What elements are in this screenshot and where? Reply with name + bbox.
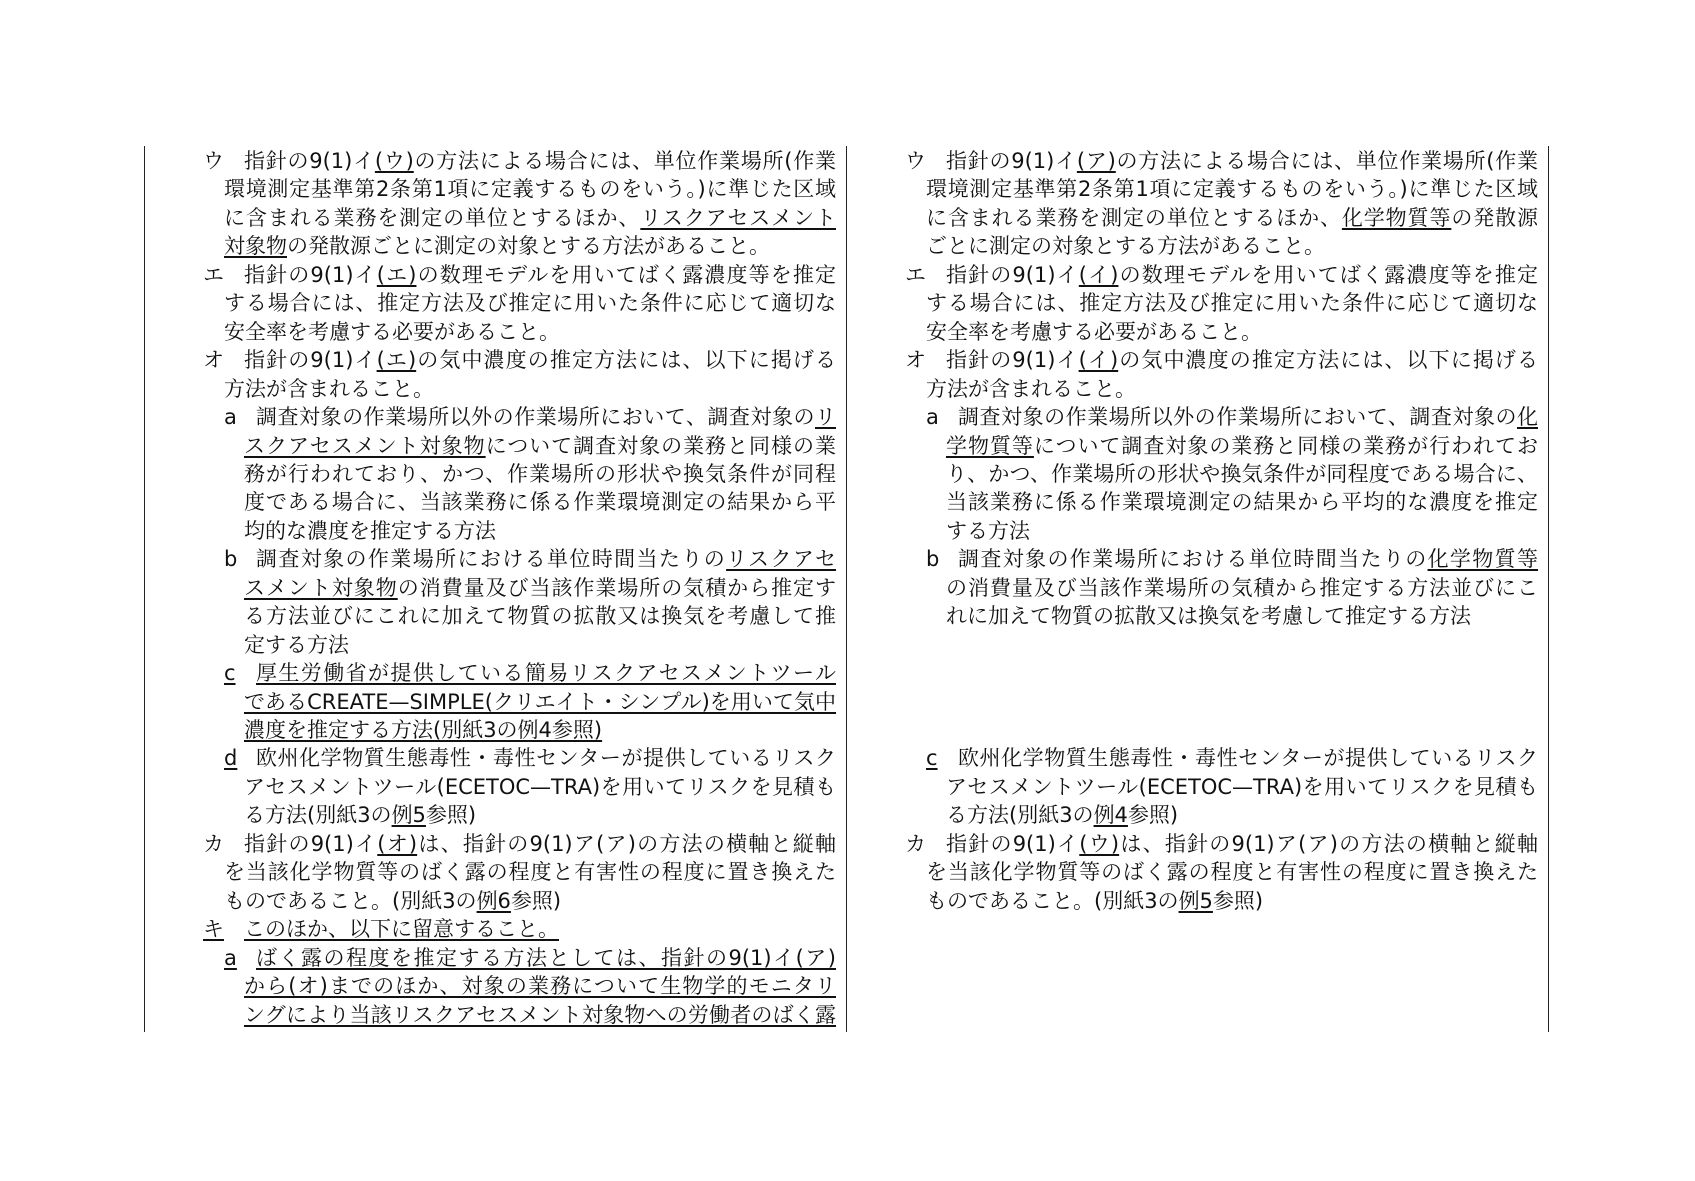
text-segment: る方法並びにこれに加えて物質の拡散又は換気を考慮して推 (244, 604, 836, 629)
line-text (224, 175, 836, 203)
text-segment: る方法(別紙3の (244, 803, 392, 828)
text-line (144, 261, 836, 289)
underlined-revision: から(オ)までのほか、対象の業務について生物学的モニタリ (244, 974, 836, 999)
line-text (224, 318, 560, 346)
line-text (926, 289, 1538, 317)
text-line (144, 318, 836, 346)
text-line (846, 488, 1538, 516)
line-text (946, 147, 1538, 175)
text-line (144, 175, 836, 203)
text-segment: の発散源 (1451, 205, 1539, 230)
text-segment: 度である場合に、当該業務に係る作業環境測定の結果から平 (244, 490, 836, 515)
text-segment: ものであること。(別紙3の (926, 888, 1179, 913)
line-text (946, 517, 1030, 545)
text-line (846, 773, 1538, 801)
line-text (224, 858, 836, 886)
underlined-revision: (エ) (376, 348, 417, 373)
item-label: c (926, 746, 938, 771)
text-line (846, 403, 1538, 431)
line-text (946, 346, 1538, 374)
underlined-revision: 厚生労働省が提供している簡易リスクアセスメントツール (256, 661, 836, 686)
blank-line (846, 631, 1538, 659)
line-text (244, 147, 836, 175)
text-segment: 参照) (510, 888, 562, 913)
line-text (244, 574, 836, 602)
text-line (144, 346, 836, 374)
text-line (144, 460, 836, 488)
text-line (144, 858, 836, 886)
item-label: a (224, 405, 237, 430)
underlined-revision: 化学物質等 (1341, 205, 1452, 230)
text-line (144, 716, 836, 744)
text-line (846, 517, 1538, 545)
text-segment: を当該化学物質等のばく露の程度と有害性の程度に置き換えた (926, 860, 1538, 885)
text-line (846, 147, 1538, 175)
text-segment: 方法が含まれること。 (224, 376, 434, 401)
text-segment: 指針の9(1)イ (244, 149, 375, 173)
text-segment: 調査対象の作業場所における単位時間当たりの (958, 547, 1428, 572)
line-text (224, 204, 836, 232)
line-text (926, 175, 1538, 203)
left-column-revised-text (144, 0, 844, 1181)
text-segment: り、かつ、作業場所の形状や換気条件が同程度である場合に、 (946, 461, 1538, 486)
text-line (846, 318, 1538, 346)
underlined-revision: ングにより当該リスクアセスメント対象物への労働者のばく露 (244, 1002, 836, 1027)
text-line (144, 147, 836, 175)
text-line (846, 858, 1538, 886)
text-line (846, 375, 1538, 403)
item-label: オ (203, 348, 224, 373)
text-line (846, 232, 1538, 260)
underlined-revision: 例6 (476, 888, 511, 913)
text-segment: 参照) (425, 803, 477, 828)
text-segment: に含まれる業務を測定の単位とするほか、 (224, 205, 641, 230)
text-line (144, 915, 836, 943)
line-text (244, 915, 559, 943)
text-line (144, 688, 836, 716)
line-text (244, 488, 836, 516)
blank-line (846, 659, 1538, 687)
text-segment: する場合には、推定方法及び推定に用いた条件に応じて適切な (926, 291, 1538, 316)
blank-line (846, 688, 1538, 716)
line-text (244, 261, 836, 289)
item-label: b (224, 547, 238, 572)
line-text (946, 432, 1538, 460)
text-line (144, 232, 836, 260)
text-segment: の数理モデルを用いてばく露濃度等を推定 (1118, 262, 1539, 287)
text-segment: 指針の9(1)イ (946, 348, 1079, 373)
text-line (846, 261, 1538, 289)
text-line (846, 830, 1538, 858)
line-text (946, 460, 1538, 488)
text-line (144, 1001, 836, 1029)
line-text (244, 830, 836, 858)
line-text (958, 545, 1538, 573)
text-segment: 参照) (1212, 888, 1264, 913)
line-text (224, 232, 770, 260)
text-line (846, 460, 1538, 488)
line-text (256, 403, 836, 431)
text-line (144, 574, 836, 602)
text-segment: 務が行われており、かつ、作業場所の形状や換気条件が同程 (244, 461, 836, 486)
underlined-revision: リスクアセスメント (640, 205, 836, 230)
underlined-revision: (イ) (1078, 348, 1119, 373)
text-segment: の数理モデルを用いてばく露濃度等を推定 (416, 262, 837, 287)
line-text (256, 545, 836, 573)
item-label: d (224, 746, 238, 771)
item-label: オ (905, 348, 926, 373)
text-line (144, 204, 836, 232)
text-segment: は、指針の9(1)ア(ア)の方法の横軸と縦軸 (417, 831, 837, 856)
underlined-revision: 学物質等 (946, 433, 1034, 458)
text-segment: の消費量及び当該作業場所の気積から推定する方法並びにこ (946, 575, 1538, 600)
text-segment: の方法による場合には、単位作業場所(作業 (1115, 149, 1538, 173)
underlined-revision: であるCREATE—SIMPLE(クリエイト・シンプル)を用いて気中 (244, 689, 836, 714)
line-text (256, 744, 836, 772)
underlined-revision: 例5 (1178, 888, 1213, 913)
right-border-line (1548, 146, 1549, 1032)
text-line (846, 801, 1538, 829)
line-text (958, 403, 1538, 431)
underlined-revision: リ (815, 405, 836, 430)
line-text (244, 517, 496, 545)
line-text (958, 744, 1538, 772)
line-text (946, 602, 1471, 630)
text-line (144, 432, 836, 460)
text-segment: の消費量及び当該作業場所の気積から推定す (397, 575, 837, 600)
line-text (244, 631, 349, 659)
text-line (144, 830, 836, 858)
item-label: エ (203, 262, 224, 287)
text-segment: 調査対象の作業場所以外の作業場所において、調査対象の (958, 405, 1517, 430)
line-text (244, 346, 836, 374)
text-segment: 環境測定基準第2条第1項に定義するものをいう。)に準じた区域 (926, 177, 1538, 202)
text-line (144, 375, 836, 403)
line-text (946, 801, 1178, 829)
text-segment: アセスメントツール(ECETOC—TRA)を用いてリスクを見積も (946, 774, 1538, 799)
item-label: c (224, 661, 236, 686)
text-segment: 指針の9(1)イ (244, 348, 377, 373)
text-line (846, 574, 1538, 602)
text-segment: を当該化学物質等のばく露の程度と有害性の程度に置き換えた (224, 860, 836, 885)
line-text (926, 318, 1262, 346)
line-text (926, 887, 1263, 915)
text-segment: 安全率を考慮する必要があること。 (224, 319, 560, 344)
text-segment: 指針の9(1)イ (244, 262, 377, 287)
line-text (946, 773, 1538, 801)
text-segment: する方法 (946, 518, 1030, 543)
line-text (926, 204, 1538, 232)
text-line (846, 744, 1538, 772)
underlined-revision: (オ) (377, 831, 418, 856)
underlined-revision: 化学物質等 (1427, 547, 1539, 572)
text-segment: 指針の9(1)イ (946, 149, 1077, 173)
text-segment: 参照) (1127, 803, 1179, 828)
text-segment: 方法が含まれること。 (926, 376, 1136, 401)
line-text (244, 602, 836, 630)
line-text (244, 432, 836, 460)
text-segment: の発散源ごとに測定の対象とする方法があること。 (287, 234, 770, 259)
line-text (244, 688, 836, 716)
line-text (244, 716, 602, 744)
text-line (144, 631, 836, 659)
text-segment: 指針の9(1)イ (946, 262, 1079, 287)
text-segment: について調査対象の業務と同様の業 (485, 433, 836, 458)
underlined-revision: 例5 (391, 803, 426, 828)
line-text (244, 801, 476, 829)
text-segment: ごとに測定の対象とする方法があること。 (926, 234, 1325, 259)
text-line (144, 972, 836, 1000)
line-text (946, 261, 1538, 289)
line-text (926, 858, 1538, 886)
text-segment: の方法による場合には、単位作業場所(作業 (413, 149, 836, 173)
underlined-revision: (イ) (1078, 262, 1119, 287)
text-segment: る方法(別紙3の (946, 803, 1094, 828)
text-segment: 安全率を考慮する必要があること。 (926, 319, 1262, 344)
line-text (926, 375, 1136, 403)
line-text (946, 830, 1538, 858)
line-text (946, 488, 1538, 516)
text-segment: 指針の9(1)イ (244, 831, 378, 856)
item-label: エ (905, 262, 926, 287)
text-segment: の気中濃度の推定方法には、以下に掲げる (1118, 348, 1538, 373)
line-text (244, 972, 836, 1000)
item-label: カ (905, 831, 926, 856)
text-segment: 指針の9(1)イ (946, 831, 1080, 856)
text-line (846, 432, 1538, 460)
text-line (144, 403, 836, 431)
right-column-current-text (846, 0, 1546, 1181)
line-text (926, 232, 1325, 260)
text-segment: する場合には、推定方法及び推定に用いた条件に応じて適切な (224, 291, 836, 316)
text-segment: 欧州化学物質生態毒性・毒性センターが提供しているリスク (256, 746, 836, 771)
text-line (144, 545, 836, 573)
line-text (946, 574, 1538, 602)
text-segment: れに加えて物質の拡散又は換気を考慮して推定する方法 (946, 604, 1471, 629)
text-line (144, 801, 836, 829)
text-line (144, 944, 836, 972)
underlined-revision: 化 (1517, 405, 1538, 430)
item-label: ウ (203, 149, 224, 173)
line-text (244, 1001, 836, 1029)
item-label: キ (203, 917, 224, 942)
underlined-revision: (エ) (376, 262, 417, 287)
text-line (846, 175, 1538, 203)
text-line (144, 887, 836, 915)
text-segment: の気中濃度の推定方法には、以下に掲げる (416, 348, 836, 373)
text-segment: 環境測定基準第2条第1項に定義するものをいう。)に準じた区域 (224, 177, 836, 202)
item-label: a (926, 405, 939, 430)
underlined-revision: 対象物 (224, 234, 287, 259)
underlined-revision: スメント対象物 (244, 575, 398, 600)
text-segment: について調査対象の業務と同様の業務が行われてお (1033, 433, 1539, 458)
underlined-revision: スクアセスメント対象物 (244, 433, 486, 458)
underlined-revision: ばく露の程度を推定する方法としては、指針の9(1)イ(ア) (256, 945, 836, 970)
line-text (256, 944, 836, 972)
text-segment: に含まれる業務を測定の単位とするほか、 (926, 205, 1342, 230)
text-segment: 調査対象の作業場所以外の作業場所において、調査対象の (256, 405, 815, 430)
underlined-revision: 例4 (1093, 803, 1128, 828)
text-line (144, 773, 836, 801)
item-label: b (926, 547, 940, 572)
text-line (846, 204, 1538, 232)
underlined-revision: (ウ) (1079, 831, 1120, 856)
text-segment: 調査対象の作業場所における単位時間当たりの (256, 547, 727, 572)
item-label: カ (203, 831, 224, 856)
text-segment: アセスメントツール(ECETOC—TRA)を用いてリスクを見積も (244, 774, 836, 799)
text-line (846, 346, 1538, 374)
underlined-revision: 濃度を推定する方法(別紙3の例4参照) (244, 718, 603, 742)
underlined-revision: このほか、以下に留意すること。 (244, 917, 559, 942)
line-text (224, 375, 434, 403)
text-segment: は、指針の9(1)ア(ア)の方法の横軸と縦軸 (1119, 831, 1539, 856)
text-line (846, 602, 1538, 630)
line-text (256, 659, 836, 687)
text-line (846, 545, 1538, 573)
item-label: ウ (905, 149, 926, 173)
text-segment: ものであること。(別紙3の (224, 888, 477, 913)
text-line (144, 289, 836, 317)
underlined-revision: リスクアセ (726, 547, 837, 572)
underlined-revision: (ア) (1076, 149, 1116, 173)
line-text (224, 887, 561, 915)
line-text (244, 460, 836, 488)
underlined-revision: (ウ) (374, 149, 414, 173)
text-segment: 均的な濃度を推定する方法 (244, 518, 496, 543)
item-label: a (224, 945, 237, 970)
text-segment: 当該業務に係る作業環境測定の結果から平均的な濃度を推定 (946, 490, 1538, 515)
blank-line (846, 716, 1538, 744)
text-segment: 定する方法 (244, 632, 349, 657)
line-text (224, 289, 836, 317)
text-line (144, 488, 836, 516)
text-line (846, 887, 1538, 915)
text-line (144, 517, 836, 545)
text-line (144, 659, 836, 687)
text-line (144, 744, 836, 772)
text-segment: 欧州化学物質生態毒性・毒性センターが提供しているリスク (958, 746, 1538, 771)
text-line (846, 289, 1538, 317)
text-line (144, 602, 836, 630)
line-text (244, 773, 836, 801)
